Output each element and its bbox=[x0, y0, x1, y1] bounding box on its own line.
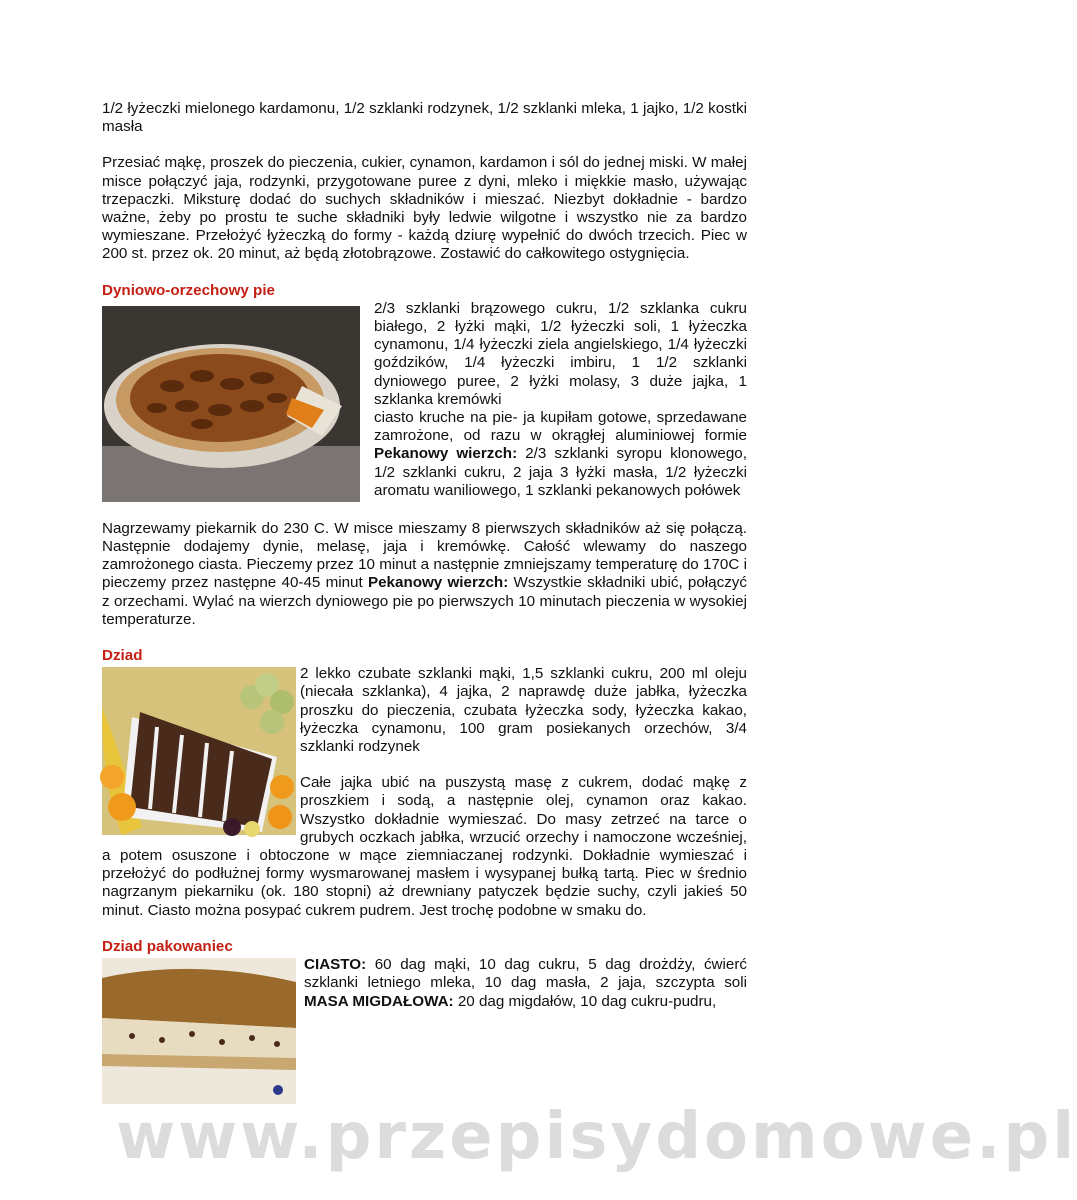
intro-method: Przesiać mąkę, proszek do pieczenia, cukier, cynamon, kardamon i sól do jednej miski. W małej misce połączyć jaja, rodzynki, przygotowane puree z dyni, mleko i miękkie masło, używając trzepaczki. Miksturę dodać do suchych składników i mieszać. Niezbyt dokładnie - bardzo ważne, żeby po prostu te suche składniki były ledwie wilgotne i wszystko nie za bardzo wymieszane. Przełożyć łyżeczką do formy - każdą dziurę wypełnić do dwóch trzecich. Piec w 200 st. przez ok. 20 minut, aż będą złotobrązowe. Zostawić do całkowitego ostygnięcia. bbox=[102, 154, 747, 263]
section-title-dziad-pakowaniec: Dziad pakowaniec bbox=[102, 937, 233, 955]
dough-label: CIASTO: bbox=[304, 956, 367, 974]
dziad-method: Całe jajka ubić na puszystą masę z cukrem, dodać mąkę z proszkiem i sodą, a następnie olej, cynamon oraz kakao. Wszystko dokładnie wymieszać. Do masy zetrzeć na tarce o grubych oczkach jabłka, wrzucić orzechy i namoczone wcześniej, a potem osuszone i obtoczone w mące ziemniaczanej rodzynki. Dokładnie wymieszać i przełożyć do podłużnej formy wysmarowanej masłem i wysypanej bułką tartą. Piec w średnio nagrzanym piekarniku (ok. 180 stopni) aż drewniany patyczek będzie suchy, czyli jakieś 50 minut. Ciasto można posypać cukrem pudrem. Jest trochę podobne w smaku do. bbox=[102, 774, 747, 919]
almond-mass-ingredients: 20 dag migdałów, 10 dag cukru-pudru, bbox=[457, 992, 717, 1010]
pumpkin-pie-ingredients: 2/3 szklanki brązowego cukru, 1/2 szklanka cukru białego, 2 łyżki mąki, 1/2 łyżeczki soli, 1 łyżeczka cynamonu, 1/4 łyżeczki ziela angielskiego, 1/4 łyżeczki goździków, 1/4 łyżeczki imbiru, 1 1/2 szklanki dyniowego puree, 2 łyżki molasy, 3 duże jajka, 1 szklanka kremówki bbox=[374, 299, 747, 408]
recipe-page bbox=[102, 100, 747, 1104]
pumpkin-pie-method: Nagrzewamy piekarnik do 230 C. W misce mieszamy 8 pierwszych składników aż się połączą. Następnie dodajemy dynie, melasę, jaja i kremówkę. Całość wlewamy do naszego zamrożonego ciasta. Pieczemy przez 10 minut a następnie zmniejszamy temperaturę do 170C i pieczemy przez następne 40-45 minut bbox=[102, 519, 747, 592]
pecan-topping-label: Pekanowy wierzch: bbox=[374, 445, 518, 463]
dough-ingredients: 60 dag mąki, 10 dag cukru, 5 dag drożdży, ćwierć szklanki letniego mleka, 10 dag masła, 2 jaja, szczypta soli bbox=[304, 956, 747, 992]
dziad-ingredients: 2 lekko czubate szklanki mąki, 1,5 szklanki cukru, 200 ml oleju (niecała szklanka), 4 jajka, 2 naprawdę duże jabłka, łyżeczka proszku do pieczenia, czubata łyżeczka sody, łyżeczka kakao, łyżeczka cynamonu, 100 gram posiekanych orzechów, 3/4 szklanki rodzynek bbox=[300, 665, 747, 756]
almond-mass-label: MASA MIGDAŁOWA: bbox=[304, 992, 454, 1010]
dziad-pakowaniec-photo bbox=[102, 958, 296, 1104]
section-title-pumpkin-pie: Dyniowo-orzechowy pie bbox=[102, 281, 275, 299]
pecan-method-text: Wszystkie składniki ubić, połączyć z orzechami. Wylać na wierzch dyniowego pie po pierwszych 10 minutach pieczenia w wysokiej temperaturze. bbox=[102, 574, 747, 628]
pecan-method-label: Pekanowy wierzch: bbox=[367, 574, 509, 592]
pecan-topping-ingredients: 2/3 szklanki syropu klonowego, 1/2 szklanki cukru, 2 jaja 3 łyżki masła, 1/2 łyżeczki aromatu waniliowego, 1 szklanki pekanowych połówek bbox=[374, 445, 747, 499]
dziad-cake-photo bbox=[102, 667, 296, 835]
pumpkin-pie-crust: ciasto kruche na pie- ja kupiłam gotowe, sprzedawane zamrożone, od razu w okrągłej aluminiowej formie bbox=[374, 409, 747, 445]
intro-ingredients: 1/2 łyżeczki mielonego kardamonu, 1/2 szklanki rodzynek, 1/2 szklanki mleka, 1 jajko, 1/2 kostki masła bbox=[102, 100, 747, 136]
site-watermark: www.przepisydomowe.pl bbox=[116, 1100, 1077, 1174]
section-title-dziad: Dziad bbox=[102, 647, 143, 665]
pumpkin-pie-photo bbox=[102, 306, 360, 502]
